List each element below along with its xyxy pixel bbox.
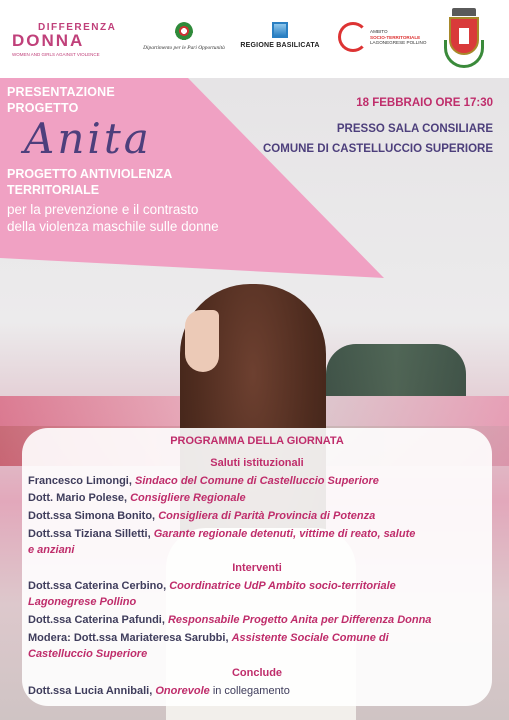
logo-text: DIFFERENZA [38,22,117,33]
ambito-logo [338,22,428,56]
ambito-mark-icon [338,22,368,52]
speaker-name: Francesco Limongi, [28,475,132,487]
speaker-note: in collegamento [212,685,290,697]
title-line: PROGETTO [7,101,79,115]
wreath-icon [444,40,484,68]
antiviolenza-title [7,166,247,198]
differenza-donna-logo [12,22,117,57]
title-line: TERRITORIALE [7,183,100,197]
section-heading: Interventi [232,562,282,574]
logo-text-line: LAGONEGRESE POLLINO [370,40,427,46]
speaker-name: Dott.ssa Caterina Pafundi, [28,614,165,626]
speaker-name: Dott.ssa Lucia Annibali, [28,685,153,697]
speaker-row [28,527,498,542]
logo-tagline: WOMEN AND GIRLS AGAINST VIOLENCE [12,52,100,57]
logo-bar [0,0,509,78]
title-line: PROGETTO ANTIVIOLENZA [7,167,173,181]
logo-text [370,29,426,46]
crown-icon [452,8,476,16]
event-place: COMUNE DI CASTELLUCCIO SUPERIORE [262,143,493,155]
speaker-name: Dott.ssa Tiziana Silletti, [28,528,151,540]
event-date: 18 FEBBRAIO ORE 17:30 [356,97,493,109]
section-heading: Saluti istituzionali [210,457,304,469]
program-panel [22,428,492,706]
speaker-role: Consigliera di Parità Provincia di Potenza [158,510,376,522]
project-name: Anita [24,114,152,163]
speaker-role: Responsabile Progetto Anita per Differenza Donna [167,614,432,626]
speaker-row-cont [28,647,498,662]
speaker-role: Coordinatrice UdP Ambito socio-territoriale [169,580,396,592]
speaker-role: Consigliere Regionale [130,492,246,504]
speaker-name: Dott.ssa Caterina Cerbino, [28,580,167,592]
speaker-role-cont: Castelluccio Superiore [28,648,148,660]
speaker-row [28,509,498,524]
speaker-row [28,474,498,489]
speaker-role-cont: Lagonegrese Pollino [28,596,137,608]
speaker-row [28,491,498,506]
woman-face [185,310,219,372]
region-emblem-icon [272,22,288,38]
presentazione-title [7,84,207,116]
project-subtitle [7,201,287,235]
speaker-name: Dott. Mario Polese, [28,492,128,504]
event-place: PRESSO SALA CONSILIARE [336,123,493,135]
italian-emblem-icon [175,22,193,42]
speaker-name: Dott.ssa Simona Bonito, [28,510,156,522]
speaker-row [28,613,498,628]
speaker-role: Sindaco del Comune di Castelluccio Superiore [134,475,379,487]
event-details [233,93,493,159]
speaker-row-cont [28,595,498,610]
logo-text-line: AMBITO [370,29,388,34]
speaker-role-cont: e anziani [28,544,75,556]
speaker-role: Assistente Sociale Comune di [231,632,389,644]
program-title: PROGRAMMA DELLA GIORNATA [170,435,344,447]
speaker-row [28,579,498,594]
logo-text: REGIONE BASILICATA [240,42,320,49]
subtitle-line: della violenza maschile sulle donne [7,219,219,234]
trees-shape [326,344,466,396]
speaker-role: Onorevole [155,685,210,697]
castelluccio-coat-of-arms [440,8,488,70]
speaker-row [28,631,498,646]
pari-opportunita-logo [138,22,230,51]
speaker-row-cont [28,543,498,558]
speaker-row [28,684,498,699]
subtitle-line: per la prevenzione e il contrasto [7,202,199,217]
logo-text-line: SOCIO-TERRITORIALE [370,34,421,40]
logo-text: DONNA [12,31,85,50]
speaker-name: Modera: Dott.ssa Mariateresa Sarubbi, [28,632,229,644]
regione-basilicata-logo [238,22,322,49]
speaker-role: Garante regionale detenuti, vittime di reato, salute [153,528,416,540]
section-heading: Conclude [231,667,283,679]
logo-text: Dipartimento per le Pari Opportunità [143,45,225,51]
title-line: PRESENTAZIONE [7,85,115,99]
